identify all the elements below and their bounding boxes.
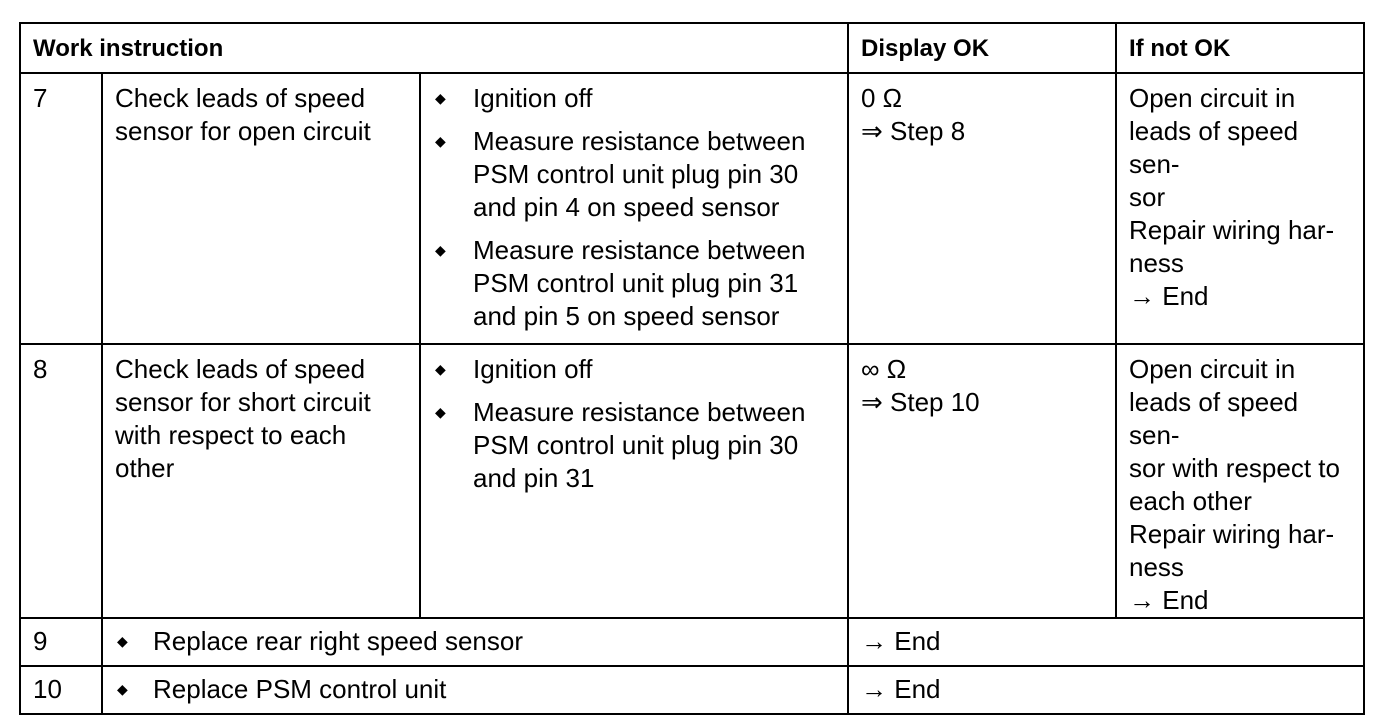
not-ok-line: leads of speed sen- (1129, 116, 1299, 179)
header-if-not-ok (1116, 23, 1364, 73)
bullet-icon: ◆ (117, 681, 128, 697)
header-work-instruction (20, 23, 848, 73)
action-line: PSM control unit plug pin 30 (473, 159, 799, 189)
not-ok-line: each other (1129, 486, 1252, 516)
not-ok-line: Repair wiring har- (1129, 215, 1335, 245)
action-item (435, 234, 837, 333)
action-line: and pin 5 on speed sensor (473, 301, 780, 331)
not-ok-line: Open circuit in (1129, 354, 1296, 384)
step-action-single (102, 666, 848, 714)
action-item (435, 125, 837, 224)
step-actions (420, 73, 848, 344)
bullet-icon: ◆ (435, 133, 446, 149)
step-title-line: other (115, 453, 175, 483)
bullet-icon: ◆ (117, 633, 128, 649)
work-instruction-table (19, 22, 1365, 715)
header-display-ok-label: Display OK (861, 34, 990, 62)
display-next-step: ⇒ Step 8 (861, 116, 966, 146)
step-number-label: 9 (33, 626, 48, 656)
step-title-line: with respect to each (115, 420, 347, 450)
not-ok-cell (1116, 344, 1364, 618)
action-line: Ignition off (473, 83, 593, 113)
step-row-9 (20, 618, 1364, 666)
header-row (20, 23, 1364, 73)
step-title-line: sensor for open circuit (115, 116, 371, 146)
not-ok-line: sor (1129, 182, 1166, 212)
not-ok-line: leads of speed sen- (1129, 387, 1299, 450)
not-ok-line: ness (1129, 552, 1184, 582)
display-value: 0 Ω (861, 83, 903, 113)
step-title-line: sensor for short circuit (115, 387, 371, 417)
bullet-icon: ◆ (435, 404, 446, 420)
display-ok-cell (848, 618, 1364, 666)
step-row-10 (20, 666, 1364, 714)
step-actions (420, 344, 848, 618)
display-ok-cell (848, 344, 1116, 618)
display-ok-cell (848, 73, 1116, 344)
header-if-not-ok-label: If not OK (1129, 34, 1231, 62)
action-line: Measure resistance between (473, 126, 806, 156)
action-line: Measure resistance between (473, 235, 806, 265)
display-value: ∞ Ω (861, 354, 907, 384)
header-work-instruction-label: Work instruction (33, 34, 224, 62)
not-ok-line: Repair wiring har- (1129, 519, 1335, 549)
display-ok-cell (848, 666, 1364, 714)
step-row-7 (20, 73, 1364, 344)
action-line: Measure resistance between (473, 397, 806, 427)
step-title (102, 73, 420, 344)
display-next-step: → End (861, 626, 941, 656)
header-display-ok (848, 23, 1116, 73)
not-ok-line: sor with respect to (1129, 453, 1340, 483)
display-next-step: → End (861, 674, 941, 704)
bullet-icon: ◆ (435, 90, 446, 106)
step-number (20, 73, 102, 344)
step-action-single (102, 618, 848, 666)
action-line: and pin 4 on speed sensor (473, 192, 780, 222)
action-line: Replace PSM control unit (153, 674, 447, 704)
step-row-8 (20, 344, 1364, 618)
action-line: and pin 31 (473, 463, 595, 493)
step-title (102, 344, 420, 618)
bullet-icon: ◆ (435, 361, 446, 377)
action-item (435, 396, 837, 495)
not-ok-line: → End (1129, 585, 1209, 615)
action-item (435, 82, 837, 115)
step-title-line: Check leads of speed (115, 83, 366, 113)
not-ok-line: ness (1129, 248, 1184, 278)
action-line: Ignition off (473, 354, 593, 384)
step-number (20, 344, 102, 618)
action-line: PSM control unit plug pin 31 (473, 268, 799, 298)
action-item (435, 353, 837, 386)
not-ok-line: Open circuit in (1129, 83, 1296, 113)
step-number-label: 7 (33, 83, 48, 113)
bullet-icon: ◆ (435, 242, 446, 258)
action-line: PSM control unit plug pin 30 (473, 430, 799, 460)
step-number-label: 8 (33, 354, 48, 384)
step-title-line: Check leads of speed (115, 354, 366, 384)
action-line: Replace rear right speed sensor (153, 626, 523, 656)
not-ok-cell (1116, 73, 1364, 344)
not-ok-line: → End (1129, 281, 1209, 311)
display-next-step: ⇒ Step 10 (861, 387, 980, 417)
step-number (20, 618, 102, 666)
step-number-label: 10 (33, 674, 62, 704)
step-number (20, 666, 102, 714)
